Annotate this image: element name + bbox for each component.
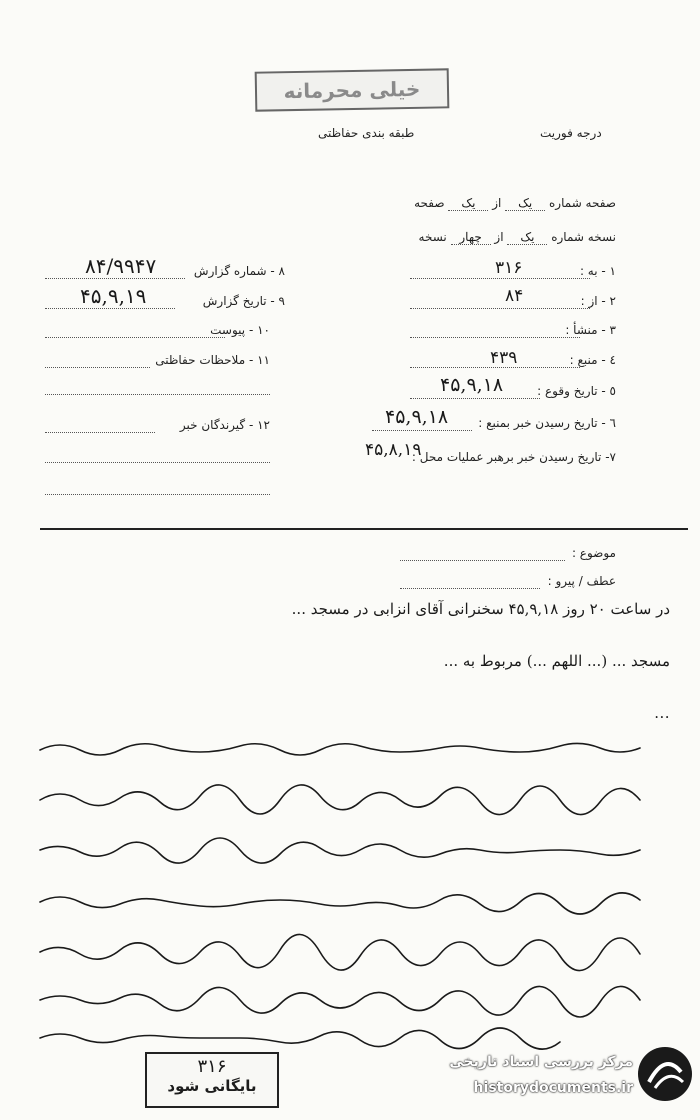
watermark-line-1: مرکز بررسی اسناد تاریخی <box>449 1054 633 1070</box>
field-1-label: ۱ - به : <box>579 264 616 278</box>
page-number-line <box>414 196 616 211</box>
field-10-label: ۱۰ - پیوست <box>210 323 270 337</box>
body-line-3: ... <box>654 704 670 722</box>
archive-stamp-text: بایگانی شود <box>167 1077 257 1095</box>
field-12-line-2 <box>45 462 270 463</box>
reference-line <box>400 588 540 589</box>
field-3-label: ۳ - منشأ : <box>565 323 616 337</box>
archive-logo-icon <box>635 1044 695 1104</box>
field-5-line <box>410 398 540 399</box>
copy-number-line <box>419 230 616 245</box>
field-1-line <box>410 278 590 279</box>
field-8-value: ۸۴/۹۹۴۷ <box>85 254 157 278</box>
divider <box>40 528 688 530</box>
field-6-line <box>372 430 472 431</box>
field-6-label: ٦ - تاریخ رسیدن خبر بمنبع : <box>478 416 616 430</box>
copy-line-prefix: نسخه شماره <box>551 230 616 244</box>
field-11-label: ۱۱ - ملاحظات حفاظتی <box>155 353 270 367</box>
classification-label: طبقه بندی حفاظتی <box>318 126 415 140</box>
field-4-label: ٤ - منبع : <box>569 353 616 367</box>
copy-total: چهار <box>451 230 491 245</box>
page-suffix: صفحه <box>414 196 445 210</box>
field-7-label: ۷- تاریخ رسیدن خبر برهبر عملیات محل : <box>411 450 616 464</box>
field-12-line <box>45 432 155 433</box>
subject-label: موضوع : <box>571 546 616 560</box>
copy-no: یک <box>507 230 547 245</box>
field-11-line-2 <box>45 394 270 395</box>
archive-watermark <box>440 1040 695 1110</box>
archive-stamp-number: ۳۱۶ <box>197 1056 227 1077</box>
field-1-value: ۳۱۶ <box>495 258 523 278</box>
field-8-label: ۸ - شماره گزارش <box>193 264 285 278</box>
field-8-line <box>45 278 185 279</box>
field-7-value: ۴۵,۸,۱۹ <box>365 440 422 460</box>
body-line-1: در ساعت ۲۰ روز ۴۵,۹,۱۸ سخنرانی آقای انزابی در مسجد ... <box>291 600 670 618</box>
field-9-value: ۴۵,۹,۱۹ <box>80 284 147 308</box>
field-3-line <box>410 337 580 338</box>
field-10-line <box>45 337 225 338</box>
field-2-line <box>410 308 590 309</box>
body-line-2: مسجد ... (... اللهم ...) مربوط به ... <box>443 652 670 670</box>
field-2-value: ۸۴ <box>505 286 524 306</box>
field-6-value: ۴۵,۹,۱۸ <box>385 406 449 428</box>
field-12-label: ۱۲ - گیرندگان خبر <box>179 418 270 432</box>
field-9-label: ۹ - تاریخ گزارش <box>202 294 285 308</box>
field-5-value: ۴۵,۹,۱۸ <box>440 374 504 396</box>
page-total: یک <box>448 196 488 211</box>
reference-label: عطف / پیرو : <box>547 574 616 588</box>
field-4-value: ۴۳۹ <box>490 348 518 368</box>
field-12-line-3 <box>45 494 270 495</box>
subject-line <box>400 560 565 561</box>
page-no: یک <box>505 196 545 211</box>
field-5-label: ٥ - تاریخ وقوع : <box>537 384 616 398</box>
priority-label: درجه فوریت <box>540 126 602 140</box>
archive-stamp <box>145 1052 279 1108</box>
field-11-line <box>45 367 150 368</box>
copy-suffix: نسخه <box>418 230 447 244</box>
copy-from: از <box>494 230 504 244</box>
page-from: از <box>492 196 502 210</box>
classification-stamp: خیلی محرمانه <box>255 68 450 111</box>
field-9-line <box>45 308 175 309</box>
field-2-label: ۲ - از : <box>580 294 616 308</box>
watermark-line-2: historydocuments.ir <box>473 1080 633 1096</box>
page-line-prefix: صفحه شماره <box>549 196 616 210</box>
